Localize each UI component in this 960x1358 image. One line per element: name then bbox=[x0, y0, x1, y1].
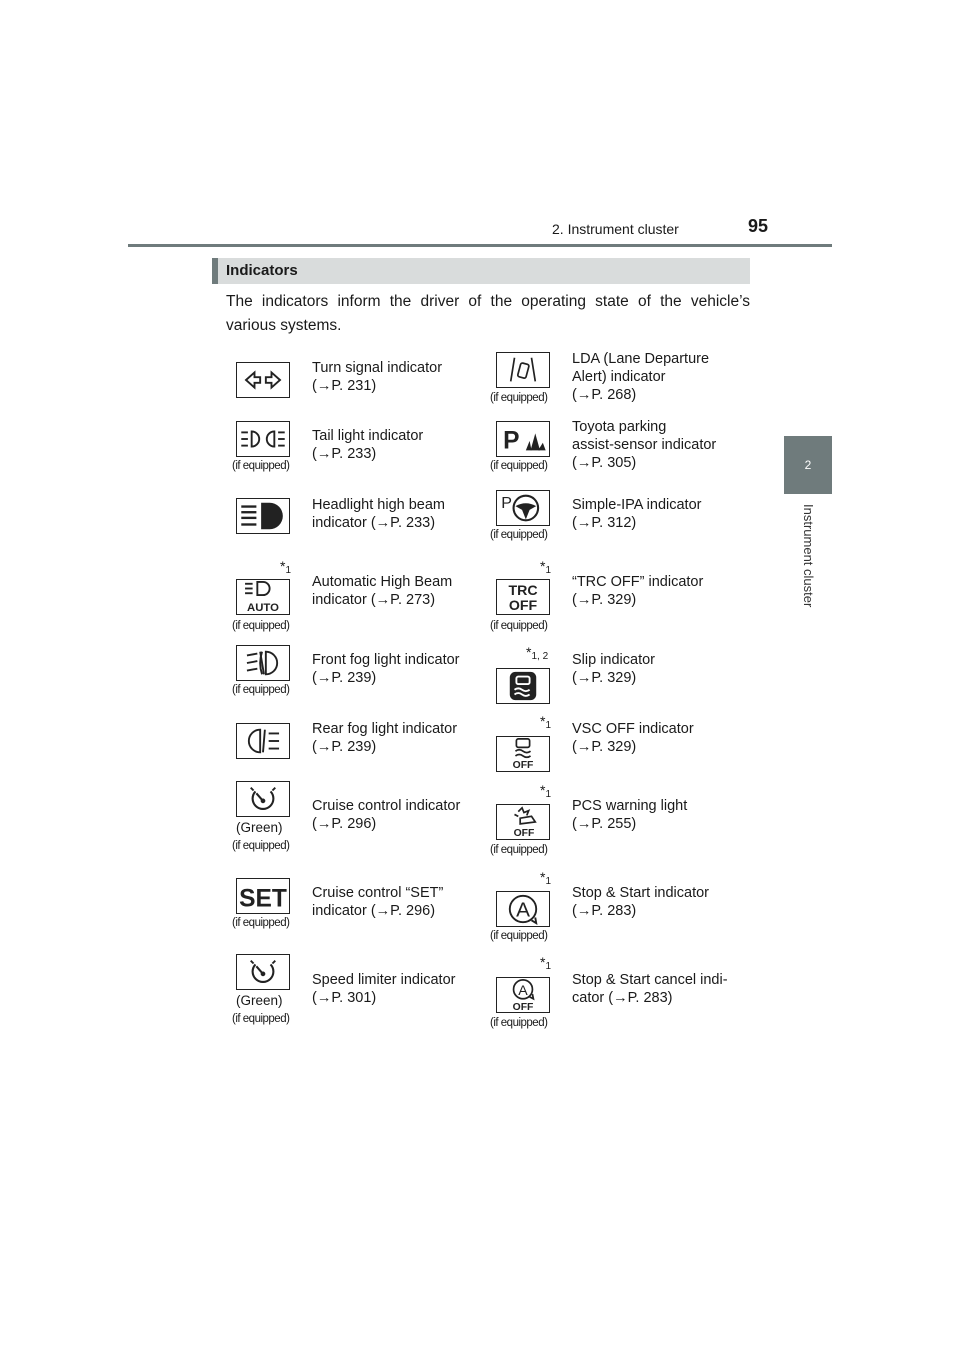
svg-text:OFF: OFF bbox=[512, 760, 534, 771]
lda-desc: LDA (Lane Departure Alert) indicator (→P. 268) bbox=[572, 351, 710, 403]
svg-text:OFF: OFF bbox=[513, 828, 535, 839]
trc-off-icon bbox=[496, 579, 550, 615]
footnote-mark: $*_1$ bbox=[540, 869, 552, 887]
auto-high-beam-desc: Automatic High Beam indicator (→P. 273) bbox=[312, 574, 453, 608]
if-equipped-note: (if equipped) bbox=[490, 620, 548, 632]
chapter-tab-label: Instrument cluster bbox=[801, 504, 816, 608]
if-equipped-note: (if equipped) bbox=[490, 460, 548, 472]
footnote-mark: $*_1$ bbox=[540, 782, 552, 800]
high-beam-desc: Headlight high beam indicator (→P. 233) bbox=[312, 497, 446, 531]
footnote-mark: $*_1$ bbox=[280, 558, 292, 576]
svg-text:SET: SET bbox=[239, 885, 287, 913]
footnote-mark: $*_1$ bbox=[540, 954, 552, 972]
if-equipped-note: (if equipped) bbox=[490, 392, 548, 404]
if-equipped-note: (if equipped) bbox=[232, 840, 290, 852]
vsc-off-icon bbox=[496, 736, 550, 772]
if-equipped-note: (if equipped) bbox=[490, 1017, 548, 1029]
stop-start-icon bbox=[496, 891, 550, 927]
if-equipped-note: (if equipped) bbox=[490, 529, 548, 541]
if-equipped-note: (if equipped) bbox=[232, 1013, 290, 1025]
front-fog-desc: Front fog light indicator (→P. 239) bbox=[312, 652, 460, 686]
if-equipped-note: (if equipped) bbox=[232, 620, 290, 632]
svg-text:OFF: OFF bbox=[508, 598, 538, 614]
rear-fog-icon bbox=[236, 723, 290, 759]
stop-start-desc: Stop & Start indicator (→P. 283) bbox=[572, 885, 710, 919]
slip-icon bbox=[496, 668, 550, 704]
parking-sensor-icon bbox=[496, 421, 550, 457]
cruise-control-desc: Cruise control indicator (→P. 296) bbox=[312, 798, 461, 832]
simple-ipa-desc: Simple-IPA indicator (→P. 312) bbox=[572, 497, 702, 531]
speed-limiter-desc: Speed limiter indicator (→P. 301) bbox=[312, 972, 456, 1006]
section-header: 2. Instrument cluster bbox=[552, 221, 679, 237]
cruise-set-icon bbox=[236, 878, 290, 914]
cruise-control-icon bbox=[236, 781, 290, 817]
section-title-bar bbox=[212, 258, 750, 284]
svg-text:TRC: TRC bbox=[508, 583, 538, 600]
stop-start-cancel-icon bbox=[496, 977, 550, 1013]
footnote-mark: $*_1$ bbox=[540, 558, 552, 576]
color-note: (Green) bbox=[236, 993, 283, 1008]
svg-text:OFF: OFF bbox=[512, 1002, 534, 1012]
if-equipped-note: (if equipped) bbox=[490, 930, 548, 942]
rear-fog-desc: Rear fog light indicator (→P. 239) bbox=[312, 721, 458, 755]
chapter-tab: 2 bbox=[784, 436, 832, 494]
high-beam-icon bbox=[236, 498, 290, 534]
page-number: 95 bbox=[748, 216, 769, 236]
turn-signal-desc: Turn signal indicator (→P. 231) bbox=[312, 360, 443, 394]
auto-high-beam-icon bbox=[236, 579, 290, 615]
if-equipped-note: (if equipped) bbox=[232, 684, 290, 696]
svg-text:A: A bbox=[518, 983, 528, 999]
svg-text:AUTO: AUTO bbox=[247, 602, 279, 614]
turn-signal-icon bbox=[236, 362, 290, 398]
footnote-mark: $*_{1, 2}$ bbox=[526, 644, 549, 662]
simple-ipa-icon bbox=[496, 490, 550, 526]
if-equipped-note: (if equipped) bbox=[490, 844, 548, 856]
parking-sensor-desc: Toyota parking assist-sensor indicator (→P. 305) bbox=[572, 419, 717, 471]
stop-start-cancel-desc: Stop & Start cancel indi- cator (→P. 283) bbox=[572, 972, 728, 1006]
footnote-mark: $*_1$ bbox=[540, 713, 552, 731]
vsc-off-desc: VSC OFF indicator (→P. 329) bbox=[572, 721, 694, 755]
trc-off-desc: “TRC OFF” indicator (→P. 329) bbox=[572, 574, 704, 608]
speed-limiter-icon bbox=[236, 954, 290, 990]
svg-text:P: P bbox=[503, 427, 520, 455]
svg-text:A: A bbox=[516, 898, 530, 922]
if-equipped-note: (if equipped) bbox=[232, 917, 290, 929]
lda-icon bbox=[496, 352, 550, 388]
pcs-warning-icon bbox=[496, 804, 550, 840]
section-title: Indicators bbox=[226, 262, 298, 279]
front-fog-icon bbox=[236, 645, 290, 681]
header-rule bbox=[128, 244, 832, 247]
cruise-set-desc: Cruise control “SET” indicator (→P. 296) bbox=[312, 885, 444, 919]
slip-desc: Slip indicator (→P. 329) bbox=[572, 652, 656, 686]
tail-light-desc: Tail light indicator (→P. 233) bbox=[312, 428, 424, 462]
tail-light-icon bbox=[236, 421, 290, 457]
intro-paragraph: The indicators inform the driver of the operating state of the vehicle’s various systems. bbox=[226, 293, 750, 334]
if-equipped-note: (if equipped) bbox=[232, 460, 290, 472]
pcs-warning-desc: PCS warning light (→P. 255) bbox=[572, 798, 688, 832]
svg-text:P: P bbox=[501, 494, 512, 512]
color-note: (Green) bbox=[236, 820, 283, 835]
